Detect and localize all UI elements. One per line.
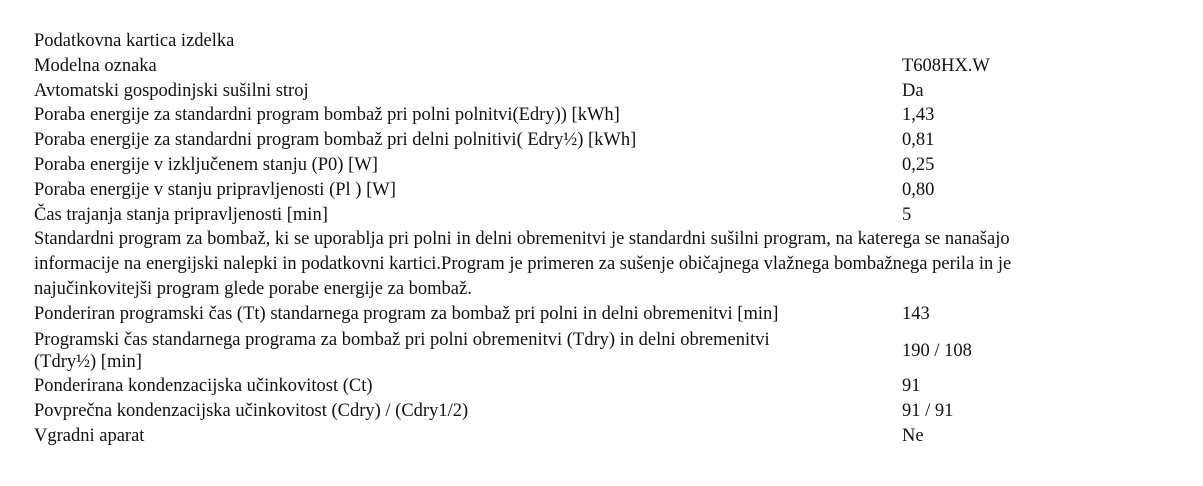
sheet-title: Podatkovna kartica izdelka xyxy=(34,31,235,51)
left-on-power-row xyxy=(34,178,1184,203)
energy-partial-load-row xyxy=(34,128,1184,153)
energy-full-load-label: Poraba energije za standardni program bombaž pri polni polnitvi(Edry)) [kWh] xyxy=(34,105,620,126)
weighted-program-time-row xyxy=(34,302,1184,327)
automatic-dryer-row xyxy=(34,79,1184,104)
left-on-power-value: 0,80 xyxy=(902,179,935,200)
model-label: Modelna oznaka xyxy=(34,55,157,76)
built-in-row xyxy=(34,424,1184,449)
program-time-row xyxy=(34,327,1184,374)
weighted-program-time-value: 143 xyxy=(902,304,930,325)
left-on-duration-label: Čas trajanja stanja pripravljenosti [min] xyxy=(34,204,328,225)
automatic-dryer-value: Da xyxy=(902,80,924,101)
weighted-program-time-label: Ponderiran programski čas (Tt) standarnega program za bombaž pri polni in delni obremenitvi [min] xyxy=(34,304,779,325)
paragraph-line-3: najučinkovitejši program glede porabe energije za bombaž. xyxy=(34,279,472,300)
paragraph-line-2: informacije na energijski nalepki in podatkovni kartici.Program je primeren za sušenje običajnega vlažnega bombažnega perila in je xyxy=(34,254,1012,275)
off-mode-power-value: 0,25 xyxy=(902,154,935,175)
left-on-duration-row xyxy=(34,203,1184,228)
weighted-condensation-row xyxy=(34,374,1184,399)
built-in-label: Vgradni aparat xyxy=(34,425,145,446)
program-time-label xyxy=(34,329,902,373)
energy-full-load-value: 1,43 xyxy=(902,105,935,126)
sheet-title-row xyxy=(34,29,1184,54)
weighted-condensation-label: Ponderirana kondenzacijska učinkovitost (Ct) xyxy=(34,376,373,397)
product-data-sheet xyxy=(34,29,1184,449)
energy-full-load-row xyxy=(34,103,1184,128)
model-row xyxy=(34,54,1184,79)
energy-partial-load-label: Poraba energije za standardni program bombaž pri delni polnitivi( Edry½) [kWh] xyxy=(34,130,637,151)
average-condensation-row xyxy=(34,399,1184,424)
energy-partial-load-value: 0,81 xyxy=(902,130,935,151)
built-in-value: Ne xyxy=(902,425,924,446)
program-time-label-line-2: (Tdry½) [min] xyxy=(34,352,142,373)
off-mode-power-row xyxy=(34,153,1184,178)
left-on-duration-value: 5 xyxy=(902,204,912,225)
average-condensation-value: 91 / 91 xyxy=(902,400,954,421)
weighted-condensation-value: 91 xyxy=(902,376,921,397)
average-condensation-label: Povprečna kondenzacijska učinkovitost (Cdry) / (Cdry1/2) xyxy=(34,400,469,421)
left-on-power-label: Poraba energije v stanju pripravljenosti (Pl ) [W] xyxy=(34,179,396,200)
program-time-label-line-1: Programski čas standarnega programa za bombaž pri polni obremenitvi (Tdry) in delni obremenitvi xyxy=(34,330,770,351)
paragraph-line-1: Standardni program za bombaž, ki se uporablja pri polni in delni obremenitvi je standardni sušilni program, na katerega se nanašajo xyxy=(34,229,1010,250)
standard-program-paragraph xyxy=(34,227,1184,302)
off-mode-power-label: Poraba energije v izključenem stanju (P0) [W] xyxy=(34,154,378,175)
model-value: T608HX.W xyxy=(902,55,990,76)
automatic-dryer-label: Avtomatski gospodinjski sušilni stroj xyxy=(34,80,309,101)
program-time-value: 190 / 108 xyxy=(902,341,972,362)
